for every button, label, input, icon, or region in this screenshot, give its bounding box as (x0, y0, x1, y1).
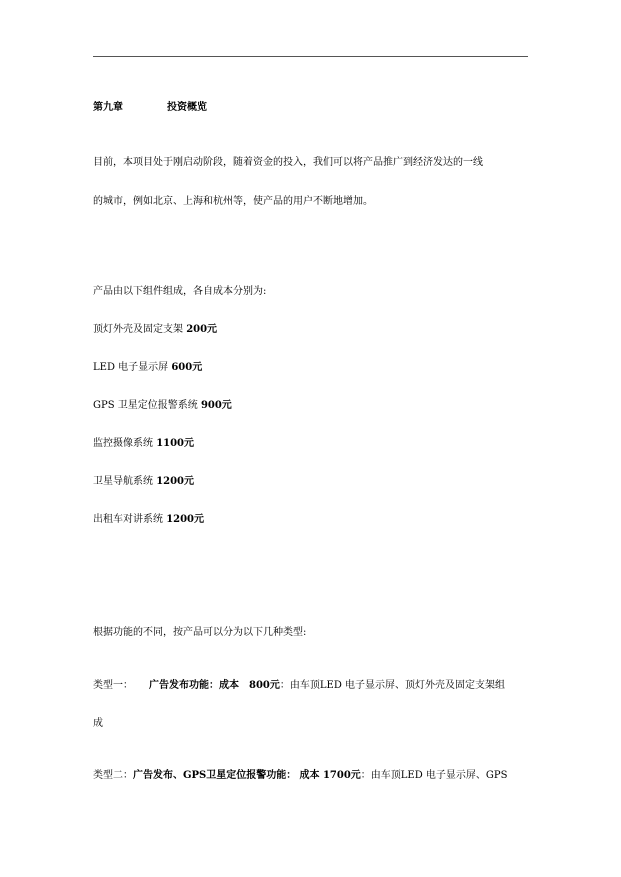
component-name: LED 电子显示屏 (93, 362, 169, 373)
component-item (93, 476, 194, 488)
component-name: GPS 卫星定位报警系统 (93, 400, 198, 411)
component-cost: 1200元 (166, 514, 205, 525)
component-name: 监控摄像系统 (93, 438, 153, 449)
components-intro: 产品由以下组件组成，各自成本分别为: (93, 286, 267, 297)
chapter-number: 第九章 (93, 102, 123, 113)
component-cost: 200元 (186, 324, 218, 335)
type1-desc: ：由车顶LED 电子显示屏、顶灯外壳及固定支架组 (279, 680, 506, 691)
type2-feature: 广告发布、GPS卫星定位报警功能： (133, 770, 297, 781)
type2-label: 类型二： (93, 770, 133, 781)
chapter-title: 投资概览 (167, 102, 207, 113)
intro-line-2: 的城市，例如北京、上海和杭州等，使产品的用户不断地增加。 (93, 196, 373, 207)
component-item (93, 324, 217, 336)
type1-line (93, 680, 505, 692)
intro-line-1: 目前，本项目处于刚启动阶段，随着资金的投入，我们可以将产品推广到经济发达的一线 (93, 157, 483, 168)
type1-label: 类型一： (93, 680, 133, 691)
header-rule (93, 56, 528, 57)
component-cost: 600元 (171, 362, 203, 373)
component-name: 卫星导航系统 (93, 476, 153, 487)
component-item (93, 362, 202, 374)
component-item (93, 514, 204, 526)
type2-line (93, 770, 508, 782)
type1-feature: 广告发布功能：成本 800元 (149, 680, 280, 691)
component-cost: 1200元 (156, 476, 195, 487)
type2-cost: 成本 1700元 (299, 770, 361, 781)
type2-desc: ：由车顶LED 电子显示屏、GPS (360, 770, 508, 781)
component-item (93, 400, 232, 412)
type1-line-cont: 成 (93, 718, 103, 729)
component-name: 出租车对讲系统 (93, 514, 163, 525)
component-cost: 1100元 (156, 438, 195, 449)
component-name: 顶灯外壳及固定支架 (93, 324, 183, 335)
component-item (93, 438, 194, 450)
component-cost: 900元 (200, 400, 232, 411)
types-intro: 根据功能的不同，按产品可以分为以下几种类型: (93, 627, 307, 638)
chapter-heading (93, 102, 207, 114)
